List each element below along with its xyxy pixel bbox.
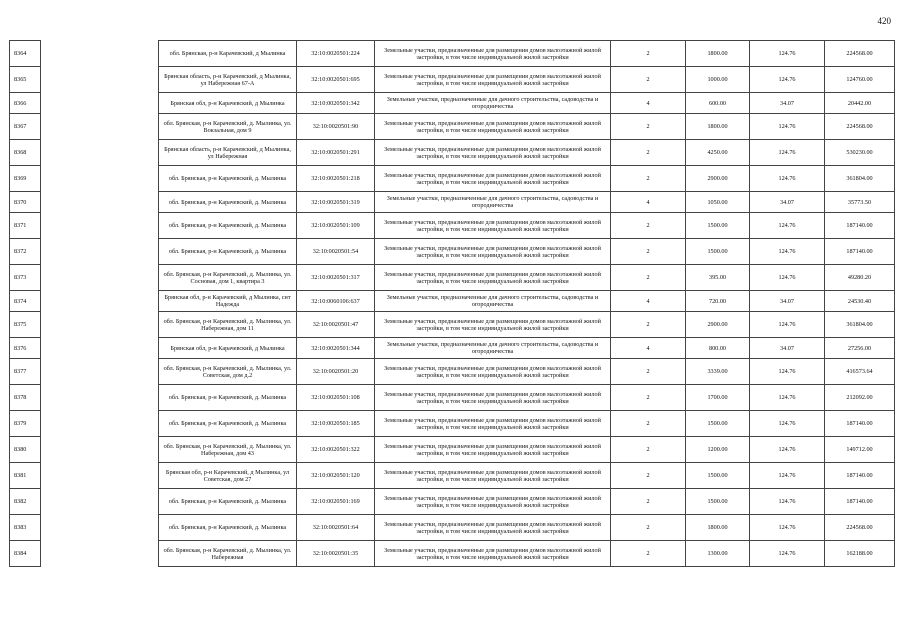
land-use-cell: Земельные участки, предназначенные для размещения домов малоэтажной жилой застройки, в том числе индивидуальной жилой застройки (375, 114, 611, 140)
area-cell: 1200.00 (686, 437, 750, 463)
area-cell: 1500.00 (686, 239, 750, 265)
area-cell: 1500.00 (686, 489, 750, 515)
cadastral-number-cell: 32:10:0020501:344 (297, 338, 375, 359)
address-cell: обл. Брянская, р-н Карачевский, д. Мылинка, ул. Сосновая, дом 1, квартира 3 (159, 265, 297, 291)
row-number: 8375 (10, 312, 41, 338)
group-cell: 2 (611, 114, 686, 140)
table-row (10, 338, 895, 359)
rate-cell: 34.07 (750, 338, 825, 359)
address-cell: обл. Брянская, р-н Карачевский, д. Мылинка (159, 515, 297, 541)
spacer-cell (41, 213, 159, 239)
spacer-cell (41, 93, 159, 114)
address-cell: Брянская область, р-н Карачевский, д Мылинка, ул Набережная (159, 140, 297, 166)
area-cell: 1000.00 (686, 67, 750, 93)
table-row (10, 192, 895, 213)
spacer-cell (41, 463, 159, 489)
row-number: 8378 (10, 385, 41, 411)
row-number: 8366 (10, 93, 41, 114)
spacer-cell (41, 291, 159, 312)
group-cell: 2 (611, 463, 686, 489)
rate-cell: 124.76 (750, 114, 825, 140)
cadastral-number-cell: 32:10:0020501:695 (297, 67, 375, 93)
group-cell: 2 (611, 515, 686, 541)
spacer-cell (41, 41, 159, 67)
cadastral-number-cell: 32:10:0020501:20 (297, 359, 375, 385)
cadastral-value-cell: 361804.00 (825, 166, 895, 192)
spacer-cell (41, 312, 159, 338)
group-cell: 2 (611, 411, 686, 437)
group-cell: 4 (611, 192, 686, 213)
cadastral-value-cell: 187140.00 (825, 213, 895, 239)
address-cell: Брянская обл, р-н Карачевский, д Мылинка (159, 338, 297, 359)
row-number: 8377 (10, 359, 41, 385)
cadastral-number-cell: 32:10:0020501:218 (297, 166, 375, 192)
table-row (10, 291, 895, 312)
address-cell: Брянская обл, р-н Карачевский, д Мылинка (159, 93, 297, 114)
spacer-cell (41, 67, 159, 93)
row-number: 8382 (10, 489, 41, 515)
group-cell: 2 (611, 67, 686, 93)
spacer-cell (41, 489, 159, 515)
address-cell: обл. Брянская, р-н Карачевский, д. Мылинка (159, 411, 297, 437)
address-cell: Брянская область, р-н Карачевский, д Мылинка, ул Набережная 67-А (159, 67, 297, 93)
address-cell: обл. Брянская, р-н Карачевский, д. Мылинка, ул. Набережная (159, 541, 297, 567)
spacer-cell (41, 114, 159, 140)
land-use-cell: Земельные участки, предназначенные для размещения домов малоэтажной жилой застройки, в том числе индивидуальной жилой застройки (375, 140, 611, 166)
rate-cell: 124.76 (750, 140, 825, 166)
address-cell: обл. Брянская, р-н Карачевский, д. Мылинка (159, 192, 297, 213)
table-row (10, 265, 895, 291)
cadastral-value-cell: 27256.00 (825, 338, 895, 359)
cadastral-number-cell: 32:10:0020501:185 (297, 411, 375, 437)
group-cell: 4 (611, 338, 686, 359)
group-cell: 2 (611, 359, 686, 385)
cadastral-value-cell: 212092.00 (825, 385, 895, 411)
group-cell: 4 (611, 93, 686, 114)
cadastral-number-cell: 32:10:0020501:35 (297, 541, 375, 567)
land-use-cell: Земельные участки, предназначенные для размещения домов малоэтажной жилой застройки, в том числе индивидуальной жилой застройки (375, 515, 611, 541)
area-cell: 1500.00 (686, 411, 750, 437)
table-row (10, 463, 895, 489)
land-use-cell: Земельные участки, предназначенные для размещения домов малоэтажной жилой застройки, в том числе индивидуальной жилой застройки (375, 463, 611, 489)
spacer-cell (41, 265, 159, 291)
row-number: 8379 (10, 411, 41, 437)
land-use-cell: Земельные участки, предназначенные для размещения домов малоэтажной жилой застройки, в том числе индивидуальной жилой застройки (375, 41, 611, 67)
land-use-cell: Земельные участки, предназначенные для дачного строительства, садоводства и огородничества (375, 291, 611, 312)
area-cell: 395.00 (686, 265, 750, 291)
land-use-cell: Земельные участки, предназначенные для размещения домов малоэтажной жилой застройки, в том числе индивидуальной жилой застройки (375, 411, 611, 437)
page-number: 420 (877, 16, 891, 26)
cadastral-value-cell: 530230.00 (825, 140, 895, 166)
area-cell: 1500.00 (686, 463, 750, 489)
address-cell: Брянская обл, р-н Карачевский, д Мылинка, снт Надежда (159, 291, 297, 312)
land-use-cell: Земельные участки, предназначенные для размещения домов малоэтажной жилой застройки, в том числе индивидуальной жилой застройки (375, 385, 611, 411)
table-body (10, 41, 895, 567)
spacer-cell (41, 411, 159, 437)
cadastral-number-cell: 32:10:0020501:342 (297, 93, 375, 114)
group-cell: 2 (611, 541, 686, 567)
land-use-cell: Земельные участки, предназначенные для размещения домов малоэтажной жилой застройки, в том числе индивидуальной жилой застройки (375, 489, 611, 515)
group-cell: 2 (611, 437, 686, 463)
cadastral-number-cell: 32:10:0020501:169 (297, 489, 375, 515)
row-number: 8367 (10, 114, 41, 140)
area-cell: 1500.00 (686, 213, 750, 239)
group-cell: 2 (611, 239, 686, 265)
row-number: 8376 (10, 338, 41, 359)
row-number: 8380 (10, 437, 41, 463)
spacer-cell (41, 515, 159, 541)
row-number: 8372 (10, 239, 41, 265)
address-cell: обл. Брянская, р-н Карачевский, д. Мылинка (159, 385, 297, 411)
group-cell: 2 (611, 312, 686, 338)
area-cell: 4250.00 (686, 140, 750, 166)
row-number: 8374 (10, 291, 41, 312)
rate-cell: 124.76 (750, 213, 825, 239)
group-cell: 2 (611, 140, 686, 166)
row-number: 8369 (10, 166, 41, 192)
cadastral-value-cell: 224568.00 (825, 41, 895, 67)
address-cell: обл. Брянская, р-н Карачевский, д. Мылинка (159, 213, 297, 239)
rate-cell: 124.76 (750, 489, 825, 515)
address-cell: Брянская обл, р-н Карачевский, д Мылинка, ул Советская, дом 27 (159, 463, 297, 489)
rate-cell: 124.76 (750, 385, 825, 411)
cadastral-number-cell: 32:10:0020501:319 (297, 192, 375, 213)
table-row (10, 114, 895, 140)
cadastral-value-cell: 124760.00 (825, 67, 895, 93)
cadastral-value-cell: 35773.50 (825, 192, 895, 213)
land-use-cell: Земельные участки, предназначенные для размещения домов малоэтажной жилой застройки, в том числе индивидуальной жилой застройки (375, 359, 611, 385)
rate-cell: 124.76 (750, 541, 825, 567)
cadastral-value-cell: 187140.00 (825, 463, 895, 489)
rate-cell: 124.76 (750, 67, 825, 93)
table-row (10, 385, 895, 411)
cadastral-value-cell: 361804.00 (825, 312, 895, 338)
rate-cell: 124.76 (750, 239, 825, 265)
cadastral-number-cell: 32:10:0020501:291 (297, 140, 375, 166)
spacer-cell (41, 140, 159, 166)
land-use-cell: Земельные участки, предназначенные для дачного строительства, садоводства и огородничества (375, 192, 611, 213)
table-row (10, 437, 895, 463)
cadastral-number-cell: 32:10:0020501:64 (297, 515, 375, 541)
cadastral-value-cell: 187140.00 (825, 239, 895, 265)
cadastral-number-cell: 32:10:0020501:322 (297, 437, 375, 463)
address-cell: обл. Брянская, р-н Карачевский, д. Мылинка (159, 489, 297, 515)
table-row (10, 239, 895, 265)
spacer-cell (41, 338, 159, 359)
cadastral-value-cell: 416573.64 (825, 359, 895, 385)
row-number: 8368 (10, 140, 41, 166)
table-row (10, 489, 895, 515)
rate-cell: 124.76 (750, 166, 825, 192)
cadastral-value-cell: 224568.00 (825, 515, 895, 541)
land-use-cell: Земельные участки, предназначенные для размещения домов малоэтажной жилой застройки, в том числе индивидуальной жилой застройки (375, 541, 611, 567)
area-cell: 720.00 (686, 291, 750, 312)
land-use-cell: Земельные участки, предназначенные для дачного строительства, садоводства и огородничества (375, 93, 611, 114)
rate-cell: 34.07 (750, 291, 825, 312)
table-row (10, 67, 895, 93)
area-cell: 800.00 (686, 338, 750, 359)
land-use-cell: Земельные участки, предназначенные для размещения домов малоэтажной жилой застройки, в том числе индивидуальной жилой застройки (375, 312, 611, 338)
rate-cell: 34.07 (750, 192, 825, 213)
rate-cell: 124.76 (750, 265, 825, 291)
area-cell: 3339.00 (686, 359, 750, 385)
land-use-cell: Земельные участки, предназначенные для размещения домов малоэтажной жилой застройки, в том числе индивидуальной жилой застройки (375, 239, 611, 265)
table-row (10, 140, 895, 166)
area-cell: 1800.00 (686, 114, 750, 140)
rate-cell: 34.07 (750, 93, 825, 114)
land-use-cell: Земельные участки, предназначенные для размещения домов малоэтажной жилой застройки, в том числе индивидуальной жилой застройки (375, 213, 611, 239)
cadastral-number-cell: 32:10:0060106:637 (297, 291, 375, 312)
rate-cell: 124.76 (750, 312, 825, 338)
table-row (10, 411, 895, 437)
table-row (10, 312, 895, 338)
land-use-cell: Земельные участки, предназначенные для размещения домов малоэтажной жилой застройки, в том числе индивидуальной жилой застройки (375, 265, 611, 291)
rate-cell: 124.76 (750, 359, 825, 385)
spacer-cell (41, 192, 159, 213)
rate-cell: 124.76 (750, 515, 825, 541)
area-cell: 1800.00 (686, 515, 750, 541)
address-cell: обл. Брянская, р-н Карачевский, д. Мылинка, ул. Вокзальная, дом 9 (159, 114, 297, 140)
group-cell: 2 (611, 489, 686, 515)
row-number: 8381 (10, 463, 41, 489)
group-cell: 2 (611, 166, 686, 192)
area-cell: 600.00 (686, 93, 750, 114)
group-cell: 4 (611, 291, 686, 312)
rate-cell: 124.76 (750, 41, 825, 67)
row-number: 8364 (10, 41, 41, 67)
spacer-cell (41, 166, 159, 192)
area-cell: 1300.00 (686, 541, 750, 567)
table-row (10, 213, 895, 239)
land-use-cell: Земельные участки, предназначенные для дачного строительства, садоводства и огородничества (375, 338, 611, 359)
area-cell: 2900.00 (686, 166, 750, 192)
rate-cell: 124.76 (750, 437, 825, 463)
rate-cell: 124.76 (750, 463, 825, 489)
table-row (10, 93, 895, 114)
group-cell: 2 (611, 265, 686, 291)
spacer-cell (41, 541, 159, 567)
table-row (10, 166, 895, 192)
row-number: 8365 (10, 67, 41, 93)
table-row (10, 41, 895, 67)
cadastral-value-cell: 49280.20 (825, 265, 895, 291)
table-row (10, 515, 895, 541)
area-cell: 1050.00 (686, 192, 750, 213)
cadastral-number-cell: 32:10:0020501:90 (297, 114, 375, 140)
spacer-cell (41, 385, 159, 411)
land-use-cell: Земельные участки, предназначенные для размещения домов малоэтажной жилой застройки, в том числе индивидуальной жилой застройки (375, 166, 611, 192)
group-cell: 2 (611, 213, 686, 239)
address-cell: обл. Брянская, р-н Карачевский, д. Мылинка (159, 239, 297, 265)
address-cell: обл. Брянская, р-н Карачевский, д. Мылинка, ул. Советская, дом д.2 (159, 359, 297, 385)
rate-cell: 124.76 (750, 411, 825, 437)
cadastral-value-cell: 162188.00 (825, 541, 895, 567)
address-cell: обл. Брянская, р-н Карачевский, д. Мылинка, ул. Набережная, дом 11 (159, 312, 297, 338)
cadastral-value-cell: 20442.00 (825, 93, 895, 114)
cadastral-value-cell: 187140.00 (825, 411, 895, 437)
table-row (10, 541, 895, 567)
cadastral-number-cell: 32:10:0020501:120 (297, 463, 375, 489)
area-cell: 1700.00 (686, 385, 750, 411)
land-parcel-table (9, 40, 895, 567)
address-cell: обл. Брянская, р-н Карачевский, д. Мылинка (159, 166, 297, 192)
land-use-cell: Земельные участки, предназначенные для размещения домов малоэтажной жилой застройки, в том числе индивидуальной жилой застройки (375, 437, 611, 463)
cadastral-number-cell: 32:10:0020501:224 (297, 41, 375, 67)
spacer-cell (41, 359, 159, 385)
cadastral-number-cell: 32:10:0020501:317 (297, 265, 375, 291)
table-row (10, 359, 895, 385)
row-number: 8383 (10, 515, 41, 541)
row-number: 8371 (10, 213, 41, 239)
cadastral-value-cell: 224568.00 (825, 114, 895, 140)
land-use-cell: Земельные участки, предназначенные для размещения домов малоэтажной жилой застройки, в том числе индивидуальной жилой застройки (375, 67, 611, 93)
cadastral-number-cell: 32:10:0020501:54 (297, 239, 375, 265)
area-cell: 1800.00 (686, 41, 750, 67)
row-number: 8373 (10, 265, 41, 291)
cadastral-number-cell: 32:10:0020501:47 (297, 312, 375, 338)
address-cell: обл. Брянская, р-н Карачевский, д Мылинка (159, 41, 297, 67)
row-number: 8370 (10, 192, 41, 213)
cadastral-number-cell: 32:10:0020501:109 (297, 213, 375, 239)
address-cell: обл. Брянская, р-н Карачевский, д. Мылинка, ул. Набережная, дом 43 (159, 437, 297, 463)
cadastral-number-cell: 32:10:0020501:108 (297, 385, 375, 411)
cadastral-value-cell: 187140.00 (825, 489, 895, 515)
spacer-cell (41, 437, 159, 463)
cadastral-value-cell: 24530.40 (825, 291, 895, 312)
group-cell: 2 (611, 41, 686, 67)
group-cell: 2 (611, 385, 686, 411)
spacer-cell (41, 239, 159, 265)
cadastral-value-cell: 149712.00 (825, 437, 895, 463)
area-cell: 2900.00 (686, 312, 750, 338)
row-number: 8384 (10, 541, 41, 567)
